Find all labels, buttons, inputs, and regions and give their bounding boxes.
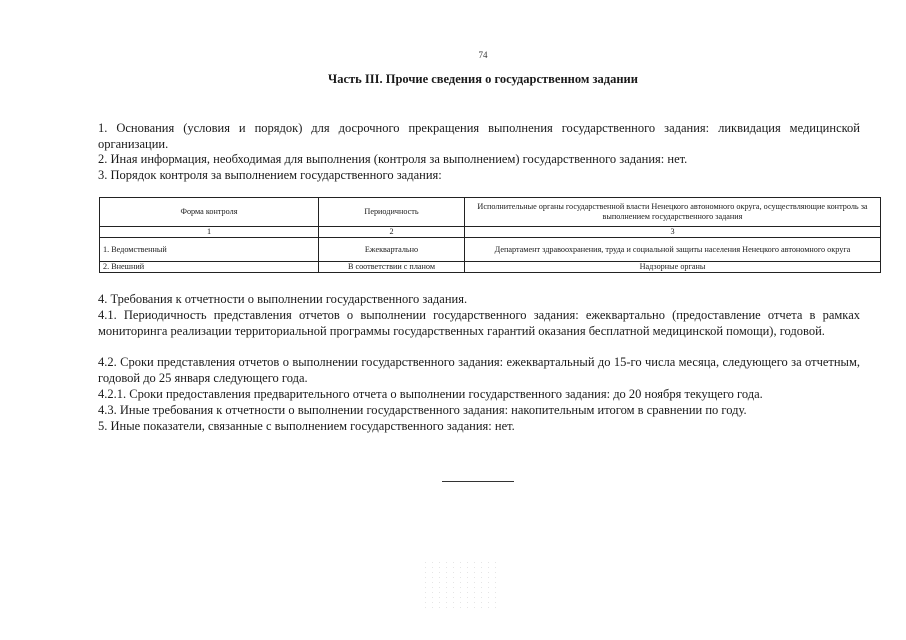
- paragraph-1: 1. Основания (условия и порядок) для досрочного прекращения выполнения государственного задания: ликвидация медицинской организации.: [98, 121, 860, 151]
- cell-authority: Департамент здравоохранения, труда и социальной защиты населения Ненецкого автономного округа: [465, 238, 881, 262]
- separator-line: [442, 481, 514, 482]
- column-number: 3: [465, 227, 881, 238]
- header-periodicity: Периодичность: [319, 198, 465, 227]
- paragraph-4: 4. Требования к отчетности о выполнении государственного задания.: [98, 292, 468, 306]
- header-authorities: Исполнительные органы государственной власти Ненецкого автономного округа, осуществляющие контроль за выполнением государственного задания: [465, 198, 881, 227]
- cell-periodicity: Ежеквартально: [319, 238, 465, 262]
- section-heading: Часть III. Прочие сведения о государственном задании: [328, 72, 638, 86]
- control-table: [99, 197, 881, 273]
- cell-form: 1. Ведомственный: [100, 238, 319, 262]
- column-number: 2: [319, 227, 465, 238]
- paragraph-2: 2. Иная информация, необходимая для выполнения (контроля за выполнением) государственного задания: нет.: [98, 152, 688, 166]
- table-header-row: [100, 198, 881, 227]
- header-form: Форма контроля: [100, 198, 319, 227]
- cell-authority: Надзорные органы: [465, 262, 881, 273]
- scan-artifact: [422, 560, 502, 610]
- table-row: [100, 262, 881, 273]
- table-row: [100, 238, 881, 262]
- column-number: 1: [100, 227, 319, 238]
- cell-form: 2. Внешний: [100, 262, 319, 273]
- table-column-numbers-row: [100, 227, 881, 238]
- cell-periodicity: В соответствии с планом: [319, 262, 465, 273]
- page-number: 74: [478, 50, 488, 60]
- paragraph-4-1: 4.1. Периодичность представления отчетов о выполнении государственного задания: ежеквартально (предоставление отчета в рамках мониторинга реализации территориальной программы государственных гарантий оказания бесплатной медицинской помощи), годовой.: [98, 308, 860, 338]
- paragraph-3: 3. Порядок контроля за выполнением государственного задания:: [98, 168, 442, 182]
- paragraph-4-2: 4.2. Сроки представления отчетов о выполнении государственного задания: ежеквартальный до 15-го числа месяца, следующего за отчетным, годовой до 25 января следующего года.: [98, 355, 860, 385]
- paragraph-4-2-1: 4.2.1. Сроки предоставления предварительного отчета о выполнении государственного задания: до 20 ноября текущего года.: [98, 387, 763, 401]
- paragraph-5: 5. Иные показатели, связанные с выполнением государственного задания: нет.: [98, 419, 515, 433]
- paragraph-4-3: 4.3. Иные требования к отчетности о выполнении государственного задания: накопительным итогом в сравнении по году.: [98, 403, 747, 417]
